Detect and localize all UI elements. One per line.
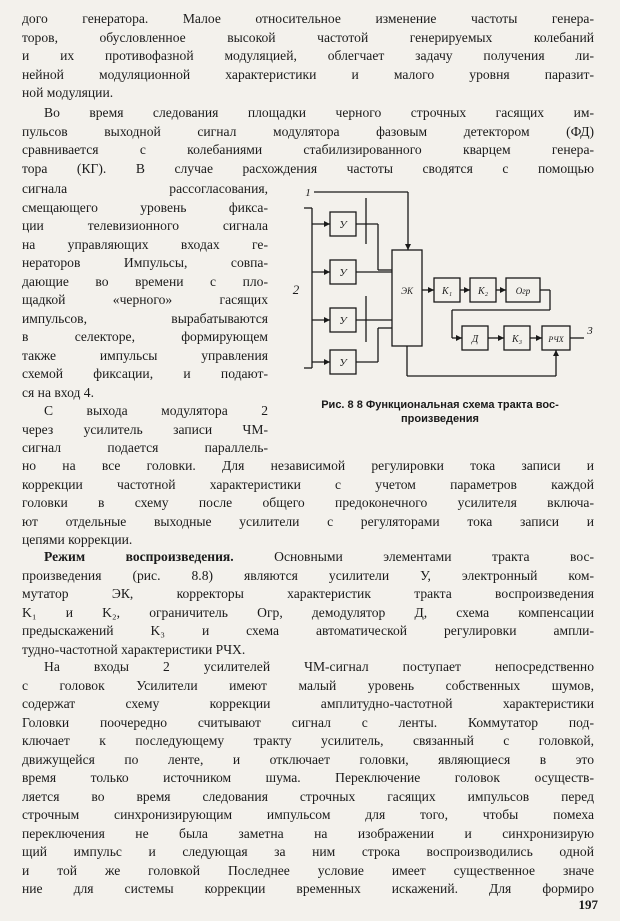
ek-label: ЭК	[401, 286, 413, 296]
text-line: нейной модуляционной характеристики и малого уровня паразит-	[22, 66, 594, 82]
text-line: тора (КГ). В случае расхождения частоты сводятся с помощью	[22, 160, 594, 176]
text-line: ции телевизионного сигнала	[22, 218, 268, 233]
label-2: 2	[292, 282, 300, 297]
text-line: с головок Усилители имеют малый уровень собственных шумов,	[22, 677, 594, 693]
block-diagram-figure	[282, 178, 598, 400]
caption-line: Рис. 8 8 Функциональная схема тракта вос-	[321, 399, 559, 411]
text-line: предыскажений K₃ и схема автоматической регулировки ампли-	[22, 623, 594, 638]
text-line: коррекции частотной характеристики с учетом параметров каждой	[22, 476, 594, 492]
text-line: переключения не была заметна на изображении и синхронизирую	[22, 825, 594, 841]
text-line: движущейся по ленте, и отключает головки, являющиеся в это	[22, 751, 594, 767]
amp-label: У	[339, 267, 347, 279]
text-line: на управляющих входах ге-	[22, 236, 268, 252]
text-line: головки в схему после общего предоконечного усилителя включа-	[22, 495, 594, 510]
text-line: время только источником шума. Переключение головок осуществ-	[22, 770, 594, 785]
amp-label: У	[339, 315, 347, 327]
text-line: K₁ и K₂, ограничитель Огр, демодулятор Д, схема компенсации	[22, 604, 594, 620]
text-line: но на все головки. Для независимой регулировки тока записи и	[22, 458, 594, 473]
paragraph-1	[22, 10, 594, 103]
paragraph-4	[22, 548, 594, 659]
text-line: смещающего уровень фикса-	[22, 199, 268, 215]
text-line: сигнал подается параллель-	[22, 440, 268, 455]
k3-label: К₃	[511, 334, 523, 345]
text-line: ют отдельные выходные усилители с регуляторами тока записи и	[22, 513, 594, 529]
rchx-label: РЧХ	[548, 335, 564, 344]
text-line: цепями коррекции.	[22, 532, 133, 547]
text-line: в селекторе, формирующем	[22, 329, 268, 344]
caption-line: произведения	[401, 413, 479, 425]
d-label: Д	[471, 334, 479, 345]
text-line: Во время следования площадки черного строчных гасящих им-	[44, 105, 594, 120]
text-line: схемой фиксации, и подают-	[22, 366, 268, 381]
label-1: 1	[305, 187, 311, 199]
text-line: ляется во время следования строчных гасящих импульсов перед	[22, 788, 594, 804]
amp-label: У	[339, 219, 347, 231]
text-line: строчным синхронизирующим импульсом для того, чтобы помеха	[22, 807, 594, 822]
text-line: торов, обусловленное высокой частотой генерируемых колебаний	[22, 29, 594, 45]
ogr-label: Огр	[515, 286, 531, 296]
text-line: ключает к последующему тракту усилитель, связанный с головкой,	[22, 733, 594, 748]
label-3: 3	[587, 325, 593, 337]
text-line: и их противофазной модуляцией, облегчает задачу получения ли-	[22, 48, 594, 63]
text-line: тудно-частотной характеристики РЧХ.	[22, 641, 246, 657]
text-line: сравнивается с колебаниями стабилизированного кварцем генера-	[22, 142, 594, 157]
text-line: С выхода модулятора 2	[44, 403, 268, 418]
text-line: произведения (рис. 8.8) являются усилители У, электронный ком-	[22, 567, 594, 583]
text-fragment: Основными элементами тракта вос-	[233, 549, 594, 564]
text-line: импульсов, вырабатываются	[22, 310, 268, 326]
text-line: и той же головкой Последнее условие имеет существенное значе	[22, 862, 594, 878]
ek-box	[392, 250, 422, 346]
text-line: щадкой «черного» гасящих	[22, 292, 268, 307]
text-line: содержат схему коррекции амплитудно-частотной характеристики	[22, 696, 594, 711]
section-heading: Режим воспроизведения.	[44, 549, 234, 564]
text-line: дого генератора. Малое относительное изменение частоты генера-	[22, 11, 594, 26]
paragraph-2	[22, 104, 594, 178]
text-line: также импульсы управления	[22, 347, 268, 363]
paragraph-5	[22, 658, 594, 899]
text-line: нераторов Импульсы, совпа-	[22, 255, 268, 270]
text-line: щий импульс и следующая за ним строка воспроизводились одной	[22, 844, 594, 859]
amp-label: У	[339, 357, 347, 369]
k2-label: К₂	[477, 286, 489, 297]
text-line: пульсов выходной сигнал модулятора фазовым детектором (ФД)	[22, 123, 594, 139]
k1-label: К₁	[441, 286, 453, 297]
text-line: сигнала рассогласования,	[22, 181, 268, 196]
text-line: На входы 2 усилителей ЧМ-сигнал поступает непосредственно	[44, 659, 594, 674]
text-line: мутатор ЭК, корректоры характеристик тракта воспроизведения	[22, 586, 594, 601]
paragraph-3-start	[22, 402, 268, 458]
text-line: дающие во времени с пло-	[22, 273, 268, 289]
text-line	[22, 548, 594, 567]
text-line: ние для системы коррекции временных искажений. Для формиро	[22, 881, 594, 896]
page-number: 197	[578, 897, 598, 912]
text-line: ся на вход 4.	[22, 384, 95, 400]
text-line: ной модуляции.	[22, 85, 114, 100]
paragraph-2-continued	[22, 180, 268, 402]
paragraph-3	[22, 457, 594, 550]
text-line: Головки поочередно считывают сигнал с ленты. Коммутатор под-	[22, 714, 594, 730]
text-line: через усилитель записи ЧМ-	[22, 421, 268, 437]
figure-caption	[282, 398, 598, 426]
